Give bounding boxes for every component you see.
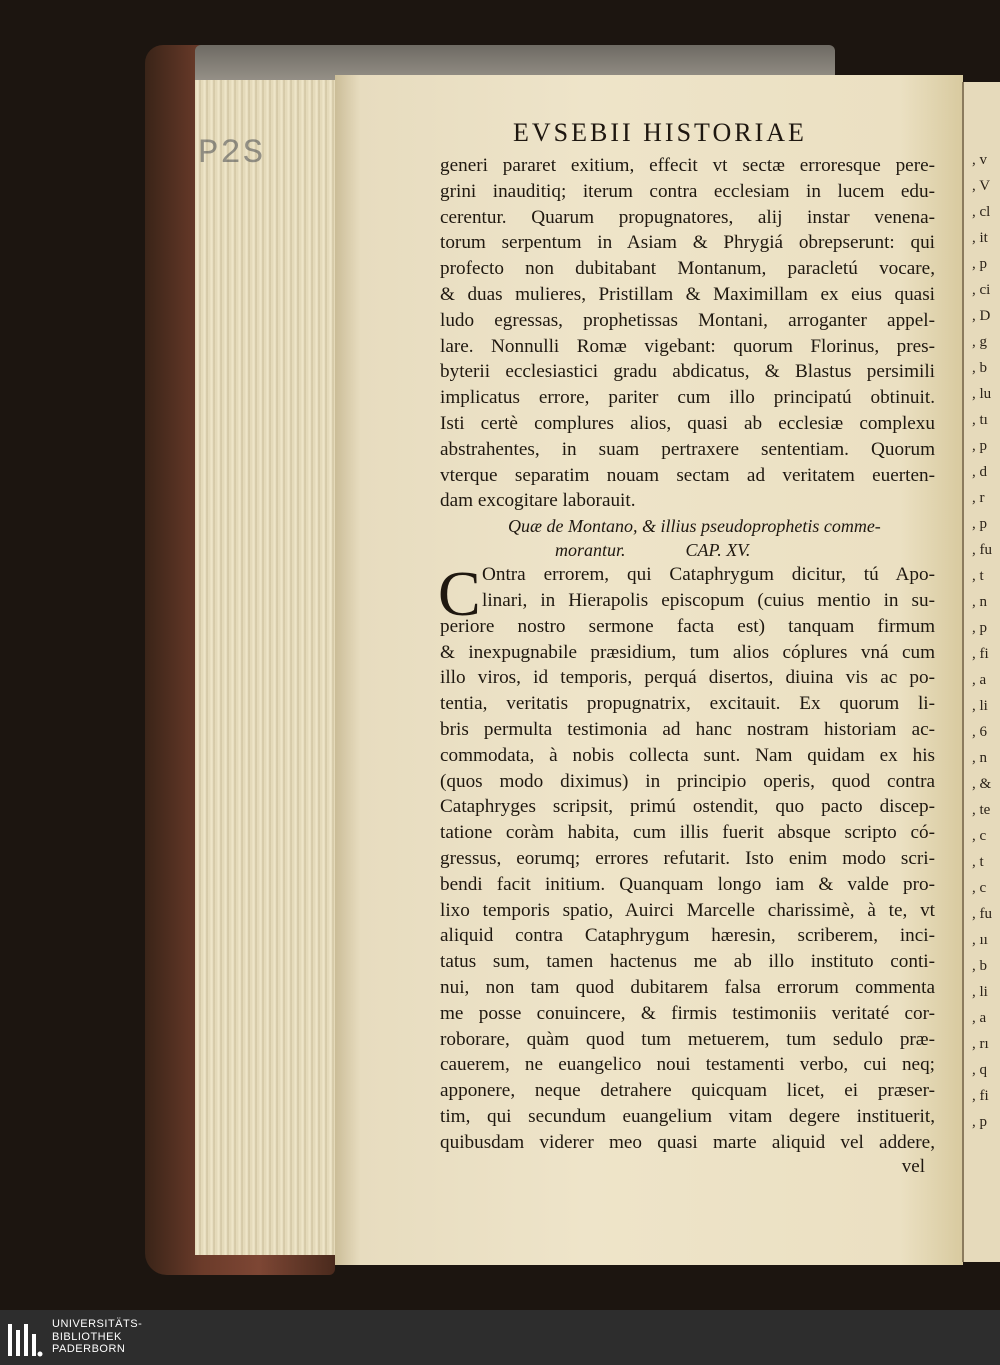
text-line: bendi facit initium. Quanquam longo iam & valde pro- [440,873,935,895]
right-page-line: , V [972,178,991,194]
text-line: (quos modo diximus) in principio operis, quod contra [440,770,935,792]
text-line: byterii ecclesiastici gradu abdicatus, & Blastus persimili [440,361,935,383]
right-page-line: , a [972,672,987,688]
library-footer-bar [0,1310,1000,1365]
text-line: lare. Nonnulli Romæ vigebant: quorum Florinus, pres- [440,335,935,357]
chapter-caption-line-1: Quæ de Montano, & illius pseudoprophetis comme- [508,516,881,537]
right-page-line: , q [972,1062,987,1078]
text-line: Cataphryges scripsit, primú ostendit, quo pacto discep- [440,796,935,818]
text-line: gressus, eorumq; errores refutarit. Isto enim modo scri- [440,847,935,869]
right-page-line: , c [972,828,987,844]
right-page-line: , n [972,750,987,766]
right-page-line: , cl [972,204,991,220]
right-page-line: , & [972,776,992,792]
right-page-line: , c [972,880,987,896]
text-line: abstrahentes, in suam pertraxere sententiam. Quorum [440,438,935,460]
right-page-line: , ıı [972,932,988,948]
text-line: & duas mulieres, Pristillam & Maximillam ex eius quasi [440,283,935,305]
right-page-line: , g [972,334,987,350]
text-line: & inexpugnabile præsidium, tum alios cóplures vná cum [440,641,935,663]
right-page-line: , li [972,984,988,1000]
right-page-line: , d [972,464,987,480]
right-page-line: , te [972,802,991,818]
right-page-line: , n [972,594,987,610]
right-page-line: , r [972,490,985,506]
text-line: cauerem, ne euangelico noui testamenti verbo, cui neq; [440,1054,935,1076]
right-page-line: , p [972,256,987,272]
text-line: profecto non dubitabant Montanum, paracletú vocare, [440,258,935,280]
text-line: lixo temporis spatio, Auirci Marcelle charissimè, à te, vt [440,899,935,921]
right-page-line: , rı [972,1036,989,1052]
text-line: ludo egressas, prophetissas Montani, arroganter appel- [440,309,935,331]
right-page-line: , tı [972,412,988,428]
right-page-line: , b [972,360,987,376]
text-line: linari, in Hierapolis episcopum (cuius mentio in su- [482,589,935,611]
page-body-text [440,153,935,1179]
text-line: vterque separatim nouam sectam ad veritatem euerten- [440,464,935,486]
right-page-line: , t [972,568,984,584]
chapter-caption-text: morantur. [555,540,626,561]
text-line: quibusdam viderer meo quasi marte aliquid vel addere, [440,1131,935,1153]
right-page-line: , li [972,698,988,714]
text-line: cerentur. Quarum propugnatores, alij instar venena- [440,206,935,228]
text-line: tatione coràm habita, cum illis fuerit absque scripto có- [440,822,935,844]
right-page-line: , fi [972,1088,989,1104]
text-line: implicatus errore, pariter cum illo principatú obtinuit. [440,387,935,409]
library-logo-text [52,1318,142,1356]
text-line: apponere, neque detrahere quicquam licet, ei præser- [440,1080,935,1102]
chapter-number: CAP. XV. [685,540,751,561]
right-page-line: , a [972,1010,987,1026]
page-edges [195,80,343,1255]
text-line: tentia, veritatis propugnatrix, excitauit. Ex quorum li- [440,693,935,715]
text-line: grini inauditiq; iterum contra ecclesiam in lucem edu- [440,180,935,202]
library-logo-icon [6,1320,44,1360]
text-line: periore nostro sermone facta est) tanquam firmum [440,615,935,637]
text-line: me posse conuincere, & firmis testimoniis veritaté cor- [440,1002,935,1024]
paragraph-1 [440,153,935,514]
text-line: illo viros, id temporis, perquá disertos, diuina vis ac po- [440,667,935,689]
right-page-line: , v [972,152,987,168]
right-page-line: , 6 [972,724,987,740]
right-page-line: , p [972,620,987,636]
drop-cap: C [438,558,481,630]
text-line: torum serpentum in Asiam & Phrygiá obrepserunt: qui [440,232,935,254]
text-line: dam excogitare laborauit. [440,490,636,512]
text-line: commodata, à nobis collecta sunt. Nam quidam ex his [440,744,935,766]
text-line: roborare, quàm quod tum metuerem, tum sedulo præ- [440,1028,935,1050]
text-line: tatus sum, tamen hactenus me ab illo instituto conti- [440,951,935,973]
logo-line: BIBLIOTHEK [52,1330,122,1343]
right-page-line: , b [972,958,987,974]
running-header: EVSEBII HISTORIAE [513,118,807,147]
text-line: bris permulta testimonia ad hanc nostram historiam ac- [440,718,935,740]
text-line: nui, non tam quod dubitarem falsa errorum commenta [440,976,935,998]
chapter-caption-line-2 [440,538,935,562]
logo-line: UNIVERSITÄTS- [52,1318,143,1330]
catchword: vel [901,1156,925,1178]
text-line: Isti certè complures alios, quasi ab ecclesiæ complexu [440,412,935,434]
right-page-line: , t [972,854,984,870]
paragraph-2 [438,558,935,1155]
right-page-fragment [962,82,1000,1262]
right-page-line: , fu [972,906,992,922]
right-page-line: , ci [972,282,991,298]
right-page-line: , it [972,230,988,246]
spine-stamp: P2S [198,135,266,173]
right-page-line: , lu [972,386,992,402]
right-page-line: , fu [972,542,992,558]
logo-line: PADERBORN [52,1343,126,1355]
right-page-line: , D [972,308,991,324]
right-page-line: , p [972,438,987,454]
text-line: aliquid contra Cataphrygum hæresin, scriberem, inci- [440,925,935,947]
right-page-line: , p [972,516,987,532]
right-page-line: , fi [972,646,989,662]
text-line: Ontra errorem, qui Cataphrygum dicitur, tú Apo- [482,564,935,586]
text-line: tim, qui secundum euangelium vitam degere instituerit, [440,1105,935,1127]
right-page-line: , p [972,1114,987,1130]
text-line: generi pararet exitium, effecit vt sectæ erroresque pere- [440,155,935,176]
